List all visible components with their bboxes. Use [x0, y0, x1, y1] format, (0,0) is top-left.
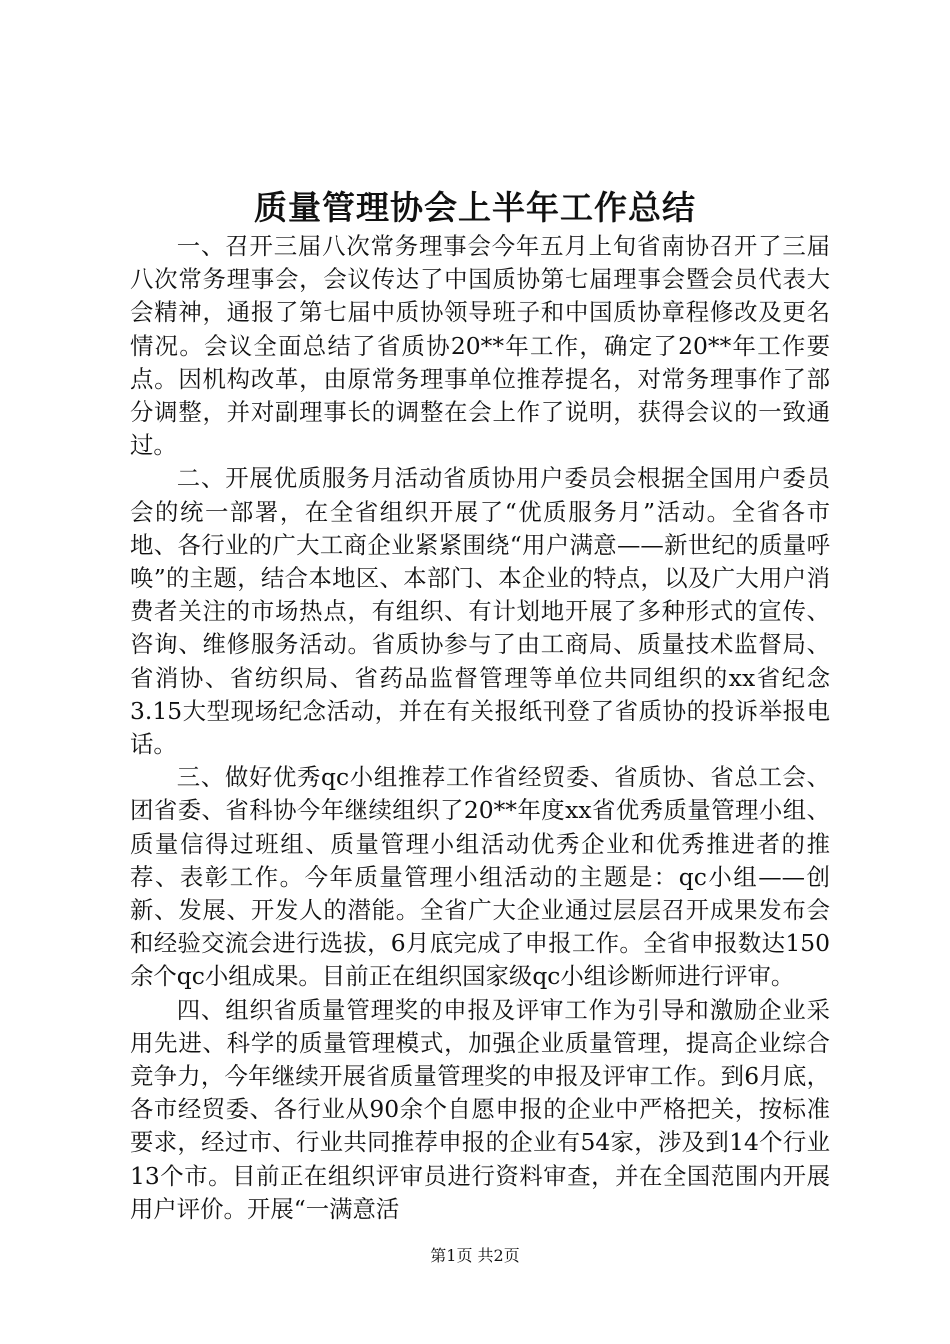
document-body: [130, 230, 830, 1226]
paragraph-1: 一、召开三届八次常务理事会今年五月上旬省南协召开了三届八次常务理事会，会议传达了中国质协第七届理事会暨会员代表大会精神，通报了第七届中质协领导班子和中国质协章程修改及更名情况。会议全面总结了省质协20**年工作，确定了20**年工作要点。因机构改革，由原常务理事单位推荐提名，对常务理事作了部分调整，并对副理事长的调整在会上作了说明，获得会议的一致通过。: [130, 232, 830, 460]
paragraph-4: 四、组织省质量管理奖的申报及评审工作为引导和激励企业采用先进、科学的质量管理模式，加强企业质量管理，提高企业综合竞争力，今年继续开展省质量管理奖的申报及评审工作。到6月底，各市经贸委、各行业从90余个自愿申报的企业中严格把关，按标准要求，经过市、行业共同推荐申报的企业有54家，涉及到14个行业13个市。目前正在组织评审员进行资料审查，并在全国范围内开展用户评价。开展“一满意活: [130, 995, 830, 1223]
document-title: 质量管理协会上半年工作总结: [254, 188, 696, 227]
page-footer: 第1页 共2页: [430, 1246, 520, 1265]
paragraph-3: 三、做好优秀qc小组推荐工作省经贸委、省质协、省总工会、团省委、省科协今年继续组织了20**年度xx省优秀质量管理小组、质量信得过班组、质量管理小组活动优秀企业和优秀推进者的推荐、表彰工作。今年质量管理小组活动的主题是：qc小组——创新、发展、开发人的潜能。全省广大企业通过层层召开成果发布会和经验交流会进行选拔，6月底完成了申报工作。全省申报数达150余个qc小组成果。目前正在组织国家级qc小组诊断师进行评审。: [130, 763, 830, 991]
paragraph-2: 二、开展优质服务月活动省质协用户委员会根据全国用户委员会的统一部署，在全省组织开展了“优质服务月”活动。全省各市地、各行业的广大工商企业紧紧围绕“用户满意——新世纪的质量呼唤”的主题，结合本地区、本部门、本企业的特点，以及广大用户消费者关注的市场热点，有组织、有计划地开展了多种形式的宣传、咨询、维修服务活动。省质协参与了由工商局、质量技术监督局、省消协、省纺织局、省药品监督管理等单位共同组织的xx省纪念3.15大型现场纪念活动，并在有关报纸刊登了省质协的投诉举报电话。: [130, 464, 830, 759]
